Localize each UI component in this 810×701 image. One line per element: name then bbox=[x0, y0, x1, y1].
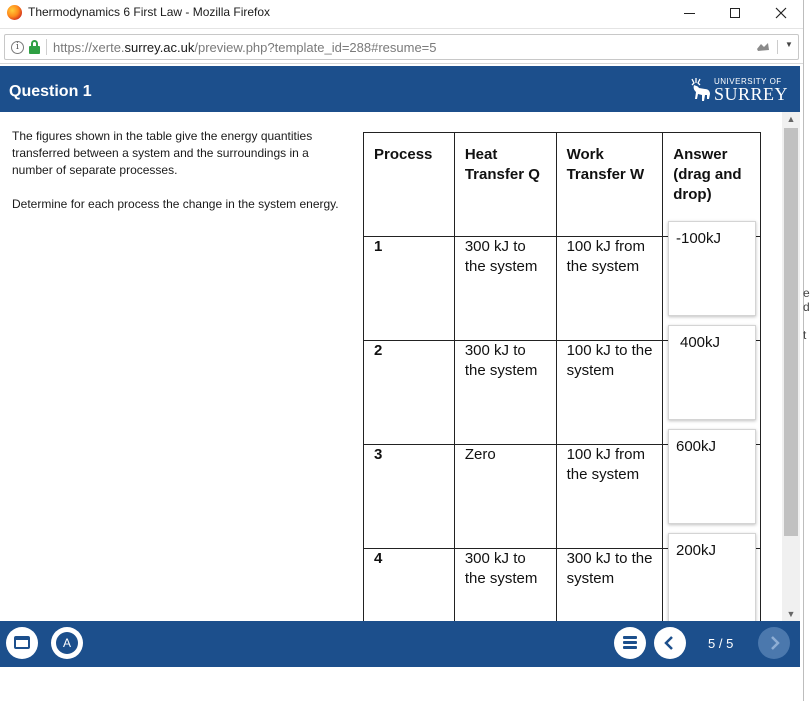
answer-card[interactable]: 400kJ bbox=[668, 325, 756, 420]
instruction-text-1: The figures shown in the table give the energy quantities transferred between a system and the surroundings in a number of separate processes. bbox=[12, 129, 313, 177]
page-indicator: 5 / 5 bbox=[708, 636, 734, 651]
minimize-button[interactable] bbox=[666, 0, 712, 26]
work-transfer-cell: 100 kJ from the system bbox=[556, 445, 663, 549]
url-separator bbox=[46, 39, 47, 55]
heat-transfer-cell: Zero bbox=[454, 445, 556, 549]
heat-transfer-cell: 300 kJ to the system bbox=[454, 341, 556, 445]
extension-icon[interactable] bbox=[755, 41, 771, 53]
window-button[interactable] bbox=[6, 627, 38, 659]
background-window-fragment: e d t bbox=[803, 286, 810, 342]
university-logo bbox=[688, 74, 788, 104]
window-title: Thermodynamics 6 First Law - Mozilla Firefox bbox=[28, 5, 271, 19]
surrey-stag-icon bbox=[688, 77, 712, 103]
window-edge bbox=[803, 0, 809, 701]
close-icon bbox=[775, 7, 787, 19]
menu-button[interactable] bbox=[614, 627, 646, 659]
info-icon[interactable]: i bbox=[11, 41, 24, 54]
previous-icon bbox=[662, 635, 678, 651]
work-transfer-cell: 100 kJ from the system bbox=[556, 237, 663, 341]
column-header-heat: Heat Transfer Q bbox=[454, 133, 556, 237]
process-number: 2 bbox=[364, 341, 455, 445]
firefox-logo-icon bbox=[7, 5, 22, 20]
navigation-bar bbox=[0, 28, 803, 64]
scroll-up-icon[interactable]: ▲ bbox=[786, 114, 796, 124]
table-viewport bbox=[0, 112, 782, 621]
url-prefix: https://xerte. bbox=[53, 40, 125, 55]
content-scrollbar[interactable] bbox=[782, 112, 800, 621]
logo-university-of: UNIVERSITY OF bbox=[714, 77, 782, 86]
menu-icon bbox=[623, 636, 637, 650]
process-number: 1 bbox=[364, 237, 455, 341]
instruction-text-2: Determine for each process the change in the system energy. bbox=[12, 197, 339, 211]
window-bottom bbox=[0, 667, 809, 701]
address-bar[interactable] bbox=[4, 34, 799, 60]
window-icon bbox=[14, 636, 30, 649]
work-transfer-cell: 300 kJ to the system bbox=[556, 549, 663, 653]
toolbar-separator bbox=[777, 40, 778, 54]
answer-card[interactable]: 600kJ bbox=[668, 429, 756, 524]
work-transfer-cell: 100 kJ to the system bbox=[556, 341, 663, 445]
heat-transfer-cell: 300 kJ to the system bbox=[454, 549, 556, 653]
maximize-button[interactable] bbox=[712, 0, 758, 26]
url-host: surrey.ac.uk bbox=[124, 40, 195, 55]
lock-icon[interactable] bbox=[29, 40, 40, 54]
scroll-down-icon[interactable]: ▼ bbox=[786, 609, 796, 619]
accessibility-button[interactable] bbox=[51, 627, 83, 659]
url-text[interactable] bbox=[53, 40, 437, 55]
answer-card[interactable]: -100kJ bbox=[668, 221, 756, 316]
process-number: 3 bbox=[364, 445, 455, 549]
next-button[interactable] bbox=[758, 627, 790, 659]
minimize-icon bbox=[684, 13, 695, 14]
question-header bbox=[0, 66, 800, 112]
accessibility-icon: A bbox=[56, 632, 78, 654]
title-bar bbox=[0, 0, 809, 26]
maximize-icon bbox=[730, 8, 740, 18]
footer-toolbar bbox=[0, 621, 800, 667]
logo-surrey: SURREY bbox=[714, 84, 789, 104]
heat-transfer-cell: 300 kJ to the system bbox=[454, 237, 556, 341]
answer-card[interactable]: 200kJ bbox=[668, 533, 756, 628]
dropdown-icon[interactable]: ▼ bbox=[785, 40, 793, 49]
url-path: /preview.php?template_id=288#resume=5 bbox=[194, 40, 437, 55]
previous-button[interactable] bbox=[654, 627, 686, 659]
page-title: Question 1 bbox=[9, 83, 92, 100]
column-header-work: Work Transfer W bbox=[556, 133, 663, 237]
process-number: 4 bbox=[364, 549, 455, 653]
close-button[interactable] bbox=[758, 0, 804, 26]
column-header-process: Process bbox=[364, 133, 455, 237]
next-icon bbox=[766, 635, 782, 651]
scroll-thumb[interactable] bbox=[784, 128, 798, 536]
column-header-answer: Answer (drag and drop) bbox=[663, 133, 761, 237]
